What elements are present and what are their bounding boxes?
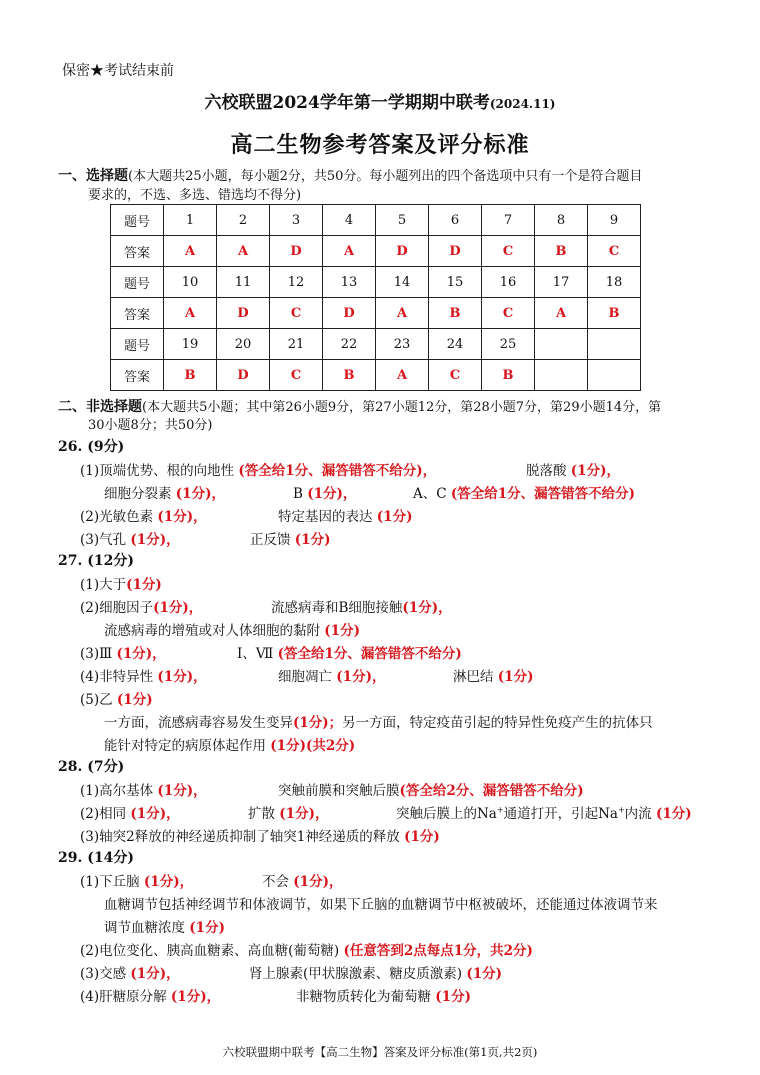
question-number-cell (588, 329, 641, 360)
q27-answer-4b: Ⅰ、Ⅶ (237, 646, 274, 662)
question-number-cell: 18 (588, 267, 641, 298)
question-number-cell: 15 (429, 267, 482, 298)
q27-line5b (278, 665, 385, 685)
q27-answer-3a: 流感病毒的增殖或对人体细胞的黏附 (104, 623, 320, 639)
section1-desc2: 要求的，不选、多选、错选均不得分) (88, 188, 302, 203)
q29-line2: 血糖调节包括神经调节和体液调节，如果下丘脑的血糖调节中枢被破坏，还能通过体液调节来 (104, 897, 658, 913)
q26-answer-2b: B (293, 486, 303, 502)
q26-score-3b: (1分) (376, 509, 413, 525)
question-number-cell: 22 (323, 329, 376, 360)
q27-score-6a: (1分) (116, 692, 153, 708)
question-number-cell: 20 (217, 329, 270, 360)
question-number-cell: 19 (164, 329, 217, 360)
q26-answer-4b: 正反馈 (250, 532, 291, 548)
q29-answer-3a: 调节血糖浓度 (104, 920, 185, 936)
question-number-cell: 7 (482, 205, 535, 236)
answer-cell: D (270, 236, 323, 267)
q26-line2a (104, 482, 225, 502)
section2-desc1: (本大题共5小题；其中第26小题9分，第27小题12分，第28小题7分，第29小题14分，第 (142, 400, 662, 415)
q27-answer-5c: 淋巴结 (453, 669, 494, 685)
q28-sup1: + (496, 805, 504, 815)
question-number-cell: 25 (482, 329, 535, 360)
question-number-cell: 24 (429, 329, 482, 360)
q26-line1 (80, 459, 436, 479)
q27-line2a (80, 596, 202, 616)
q29-answer-1a: (1)下丘脑 (80, 874, 140, 890)
q29-answer-5a: (3)交感 (80, 966, 127, 982)
q26-score-3a: (1分)， (157, 509, 207, 525)
q27-score-4a: (1分)， (116, 646, 166, 662)
q29-heading: 29. (14分) (58, 850, 134, 866)
answer-cell: C (429, 360, 482, 391)
q26-score-2c: (答全给1分、漏答错答不给分) (450, 486, 636, 502)
q29-line4 (80, 939, 533, 959)
q26-line1b (526, 459, 620, 479)
answer-cell: B (164, 360, 217, 391)
answer-cell: C (482, 298, 535, 329)
answer-cell: A (535, 298, 588, 329)
question-number-cell: 14 (376, 267, 429, 298)
q26-answer-1b: 脱落酸 (526, 463, 567, 479)
question-number-cell: 5 (376, 205, 429, 236)
exam-title (0, 88, 760, 113)
q27-score-1a: (1分) (126, 577, 162, 593)
q26-answer-2a: 细胞分裂素 (104, 486, 172, 502)
q27-heading: 27. (12分) (58, 553, 134, 569)
answer-cell: D (323, 298, 376, 329)
q27-line1 (80, 573, 162, 593)
question-number-cell: 17 (535, 267, 588, 298)
q27-line6 (80, 688, 153, 708)
q28-line2a (80, 802, 180, 822)
q27-answer-6a: (5)乙 (80, 692, 113, 708)
answer-cell: D (217, 298, 270, 329)
exam-title-date: (2024.11) (489, 97, 556, 111)
q26-line4a (80, 528, 180, 548)
q28-answer-2a: (2)相同 (80, 806, 127, 822)
q27-score-2a: (1分)， (153, 600, 203, 616)
q27-score-8a: (1分)(共2分) (270, 738, 356, 754)
q28-answer-3a: (3)轴突2释放的神经递质抑制了轴突1神经递质的释放 (80, 829, 400, 845)
q28-score-1b: (答全给2分、漏答错答不给分) (399, 783, 584, 799)
q29-line5a (80, 962, 180, 982)
question-number-cell: 12 (270, 267, 323, 298)
question-number-cell: 10 (164, 267, 217, 298)
q27-score-7a: (1分)； (293, 715, 343, 731)
q28-answer-2b: 扩散 (248, 806, 275, 822)
answer-cell: D (429, 236, 482, 267)
q29-score-4a: (任意答到2点每点1分，共2分) (343, 943, 533, 959)
q27-answer-8a: 能针对特定的病原体起作用 (104, 738, 266, 754)
q28-answer-2c2: 通道打开，引起Na (503, 806, 618, 822)
q29-score-1a: (1分)， (143, 874, 194, 890)
q29-score-3a: (1分) (189, 920, 225, 936)
q26-heading: 26. (9分) (58, 439, 125, 455)
answer-cell: A (323, 236, 376, 267)
q29-answer-6b: 非糖物质转化为葡萄糖 (296, 989, 431, 1005)
answer-table (110, 204, 641, 391)
page-subtitle: 高二生物参考答案及评分标准 (230, 132, 530, 158)
row-label-question: 题号 (111, 205, 164, 236)
q27-answer-5b: 细胞凋亡 (278, 669, 332, 685)
question-number-cell: 2 (217, 205, 270, 236)
question-number-cell: 3 (270, 205, 323, 236)
q26-line3b (278, 505, 412, 525)
q27-line3 (104, 619, 360, 639)
exam-title-main: 六校联盟2024学年第一学期期中联考 (204, 93, 490, 113)
answer-cell: C (270, 360, 323, 391)
confidential-label: 保密★考试结束前 (62, 63, 174, 79)
section2-desc2: 30小题8分；共50分) (88, 418, 213, 433)
q26-line4b (250, 528, 330, 548)
section1-heading: 一、选择题 (58, 168, 128, 184)
answer-row (111, 298, 641, 329)
q28-answer-2c1: 突触后膜上的Na (396, 806, 497, 822)
q28-line1a (80, 779, 207, 799)
q28-sup2: + (617, 805, 625, 815)
q26-line2b (293, 482, 356, 502)
answer-cell: C (270, 298, 323, 329)
q29-score-6a: (1分)， (170, 989, 221, 1005)
q28-line3 (80, 825, 440, 845)
q27-answer-7b: 另一方面，特定疫苗引起的特异性免疫产生的抗体只 (342, 715, 653, 731)
question-number-cell: 21 (270, 329, 323, 360)
q26-score-4a: (1分)， (130, 532, 180, 548)
answer-cell: B (429, 298, 482, 329)
q26-score-1a: (答全给1分、漏答错答不给分)， (238, 463, 437, 479)
q29-score-5a: (1分)， (130, 966, 180, 982)
q27-line5a (80, 665, 207, 685)
question-number-cell: 6 (429, 205, 482, 236)
question-number-cell (535, 329, 588, 360)
q26-answer-3b: 特定基因的表达 (278, 509, 373, 525)
q28-answer-1a: (1)高尔基体 (80, 783, 154, 799)
answer-cell: C (482, 236, 535, 267)
question-number-cell: 23 (376, 329, 429, 360)
q28-line2b (248, 802, 328, 822)
answer-cell: A (376, 298, 429, 329)
q27-score-4b: (答全给1分、漏答错答不给分) (277, 646, 462, 662)
answer-cell: B (588, 298, 641, 329)
q27-line2b (271, 596, 452, 616)
answer-row (111, 360, 641, 391)
q29-line6a (80, 985, 220, 1005)
answer-cell: D (376, 236, 429, 267)
q27-answer-2b: 流感病毒和B细胞接触 (271, 600, 403, 616)
q27-answer-4a: (3)Ⅲ (80, 646, 113, 662)
q26-score-2a: (1分)， (175, 486, 225, 502)
question-number-cell: 11 (217, 267, 270, 298)
q29-score-1b: (1分)， (293, 874, 343, 890)
section2-line1 (58, 397, 661, 418)
q26-answer-4a: (3)气孔 (80, 532, 127, 548)
row-label-question: 题号 (111, 329, 164, 360)
question-number-row (111, 267, 641, 298)
answer-cell: A (217, 236, 270, 267)
q27-score-5b: (1分)， (336, 669, 386, 685)
q27-score-2b: (1分)， (402, 600, 452, 616)
q29-answer-1b: 不会 (262, 874, 289, 890)
q29-line1b (262, 870, 342, 890)
q26-score-1b: (1分)， (570, 463, 620, 479)
row-label-answer: 答案 (111, 236, 164, 267)
row-label-question: 题号 (111, 267, 164, 298)
question-number-cell: 16 (482, 267, 535, 298)
q29-answer-4a: (2)电位变化、胰高血糖素、高血糖(葡萄糖) (80, 943, 340, 959)
q28-heading: 28. (7分) (58, 759, 125, 775)
q28-score-2b: (1分)， (279, 806, 329, 822)
q29-score-6b: (1分) (435, 989, 471, 1005)
q28-answer-2c3: 内流 (624, 806, 652, 822)
row-label-answer: 答案 (111, 298, 164, 329)
q29-answer-5b: 肾上腺素(甲状腺激素、糖皮质激素) (249, 966, 463, 982)
q29-answer-6a: (4)肝糖原分解 (80, 989, 167, 1005)
q26-answer-3a: (2)光敏色素 (80, 509, 154, 525)
q27-score-5a: (1分)， (157, 669, 207, 685)
q27-score-5c: (1分) (497, 669, 534, 685)
q29-line5b (249, 962, 502, 982)
q29-score-5b: (1分) (466, 966, 503, 982)
section2-heading: 二、非选择题 (58, 399, 142, 415)
q26-score-4b: (1分) (294, 532, 331, 548)
question-number-cell: 4 (323, 205, 376, 236)
q29-line3 (104, 916, 225, 936)
question-number-cell: 9 (588, 205, 641, 236)
q27-score-3a: (1分) (324, 623, 360, 639)
answer-cell: A (376, 360, 429, 391)
q27-line5c (453, 665, 533, 685)
q27-line7 (104, 711, 653, 731)
q28-score-1a: (1分)， (157, 783, 207, 799)
page-footer: 六校联盟期中联考【高二生物】答案及评分标准(第1页,共2页) (222, 1045, 538, 1059)
q27-line4b (237, 642, 462, 662)
question-number-cell: 8 (535, 205, 588, 236)
q29-line1a (80, 870, 193, 890)
answer-row (111, 236, 641, 267)
q28-line1b (278, 779, 584, 799)
answer-cell (588, 360, 641, 391)
answer-cell: D (217, 360, 270, 391)
answer-cell: C (588, 236, 641, 267)
q27-answer-7a: 一方面，流感病毒容易发生变异 (104, 715, 293, 731)
q28-line2c (396, 802, 692, 822)
answer-cell: B (535, 236, 588, 267)
section1-line1 (58, 166, 642, 187)
q28-score-2c: (1分) (655, 806, 692, 822)
question-number-cell: 1 (164, 205, 217, 236)
q28-score-2a: (1分)， (130, 806, 180, 822)
row-label-answer: 答案 (111, 360, 164, 391)
q26-answer-1a: (1)顶端优势、根的向地性 (80, 463, 235, 479)
q27-answer-2a: (2)细胞因子 (80, 600, 154, 616)
q29-line6b (296, 985, 471, 1005)
q28-answer-1b: 突触前膜和突触后膜 (278, 783, 400, 799)
answer-cell: B (323, 360, 376, 391)
question-number-row (111, 329, 641, 360)
section1-desc1: (本大题共25小题，每小题2分，共50分。每小题列出的四个备选项中只有一个是符合题目 (128, 169, 643, 184)
q28-score-3a: (1分) (404, 829, 440, 845)
q27-line4a (80, 642, 166, 662)
answer-cell: A (164, 298, 217, 329)
q26-line3a (80, 505, 207, 525)
question-number-row (111, 205, 641, 236)
q27-line8 (104, 734, 355, 754)
q26-score-2b: (1分)， (307, 486, 357, 502)
answer-cell (535, 360, 588, 391)
q26-line2c (413, 482, 635, 502)
q27-answer-1a: (1)大于 (80, 577, 127, 593)
q27-answer-5a: (4)非特异性 (80, 669, 154, 685)
answer-cell: B (482, 360, 535, 391)
question-number-cell: 13 (323, 267, 376, 298)
q26-answer-2c: A、C (413, 486, 447, 502)
answer-cell: A (164, 236, 217, 267)
